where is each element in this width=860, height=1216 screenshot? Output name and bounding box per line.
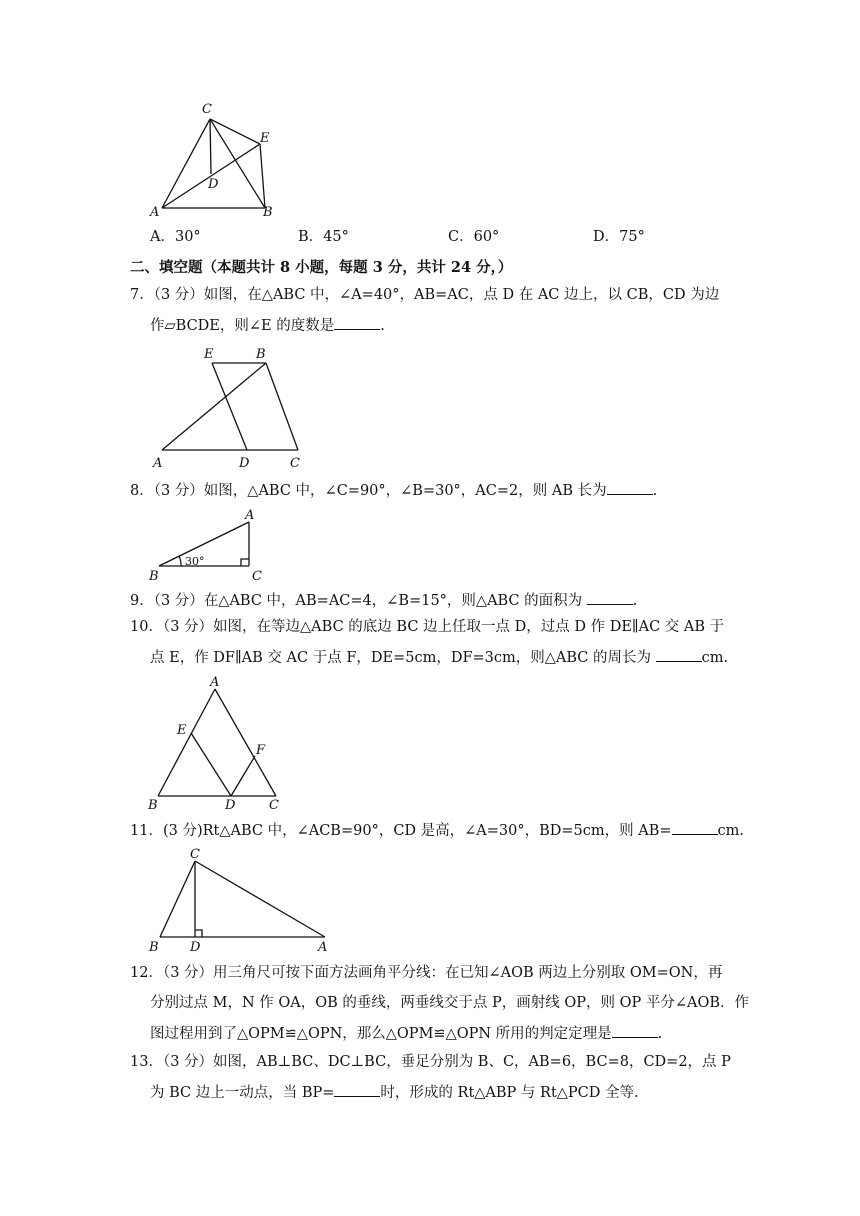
q13-answer-blank[interactable] [334, 1082, 380, 1097]
q11-line-1-end: cm. [717, 823, 745, 839]
q12-line-1: 12．（3 分）用三角尺可按下面方法画角平分线：在已知∠AOB 两边上分别取 OM=ON，再 [130, 965, 723, 981]
q12-line-3-end: . [657, 1026, 663, 1042]
q8-line-1-text: 8．（3 分）如图，△ABC 中，∠C=90°，∠B=30°，AC=2，则 AB 长为 [130, 483, 607, 499]
q8-answer-blank[interactable] [607, 480, 653, 495]
q11-label-c: C [190, 847, 200, 862]
q12-answer-blank[interactable] [612, 1023, 658, 1038]
q11-label-a: A [318, 940, 328, 955]
q8-label-b: B [149, 569, 159, 584]
q6-option-b: B．45° [298, 229, 349, 245]
q11-line-1 [130, 820, 744, 841]
q12-line-3 [150, 1023, 662, 1044]
q7-line-2-text: 作▱BCDE，则∠E 的度数是 [150, 318, 335, 334]
q10-label-f: F [256, 743, 266, 758]
q10-label-a: A [210, 675, 220, 690]
section-2-heading: 二、填空题（本题共计 8 小题，每题 3 分，共计 24 分，） [130, 259, 513, 276]
q6-label-e: E [260, 131, 270, 146]
q10-label-e: E [177, 723, 187, 738]
q8-label-c: C [252, 569, 262, 584]
q6-label-a: A [150, 205, 160, 220]
q11-label-b: B [149, 940, 159, 955]
q10-line-2-text: 点 E，作 DF∥AB 交 AC 于点 F，DE=5cm，DF=3cm，则△ABC 的周长为 [150, 650, 656, 666]
q7-label-e: E [204, 347, 214, 362]
q7-label-a: A [153, 456, 163, 471]
q7-answer-blank[interactable] [334, 315, 380, 330]
q10-answer-blank[interactable] [656, 647, 702, 662]
q6-label-d: D [208, 177, 219, 192]
q6-label-c: C [202, 102, 212, 117]
q11-answer-blank[interactable] [672, 820, 718, 835]
q9-line-1 [130, 590, 637, 611]
q7-label-b: B [256, 347, 266, 362]
q11-figure [145, 843, 345, 953]
q13-line-2 [150, 1082, 639, 1103]
q13-line-2-end: 时，形成的 Rt△ABP 与 Rt△PCD 全等. [380, 1085, 639, 1101]
q11-label-d: D [190, 940, 201, 955]
q12-line-3-text: 图过程用到了△OPM≌△OPN，那么△OPM≌△OPN 所用的判定定理是 [150, 1026, 612, 1042]
q6-label-b: B [263, 205, 273, 220]
q7-label-c: C [290, 456, 300, 471]
q11-line-1-text: 11．(3 分)Rt△ABC 中，∠ACB=90°，CD 是高，∠A=30°，BD=5cm，则 AB= [130, 823, 672, 839]
q13-line-2-text: 为 BC 边上一动点，当 BP= [150, 1085, 335, 1101]
q7-line-2-end: . [380, 318, 385, 334]
q6-option-c: C．60° [448, 229, 500, 245]
q8-figure [145, 505, 275, 585]
q7-label-d: D [239, 456, 250, 471]
q10-line-2 [150, 647, 728, 668]
q6-figure [150, 100, 280, 220]
q8-label-a: A [245, 508, 255, 523]
q7-figure [150, 340, 310, 475]
q10-label-d: D [225, 798, 236, 813]
q10-label-b: B [148, 798, 158, 813]
q12-line-2: 分别过点 M，N 作 OA，OB 的垂线，两垂线交于点 P，画射线 OP，则 OP 平分∠AOB．作 [150, 995, 750, 1011]
q10-figure [145, 672, 295, 812]
q7-line-1: 7．（3 分）如图，在△ABC 中，∠A=40°，AB=AC，点 D 在 AC 边上，以 CB，CD 为边 [130, 287, 720, 303]
q6-option-a: A．30° [150, 229, 201, 245]
q9-answer-blank[interactable] [587, 590, 633, 605]
q10-line-2-end: cm. [701, 650, 729, 666]
q8-line-1-end: . [652, 483, 658, 499]
q13-line-1: 13．（3 分）如图，AB⊥BC、DC⊥BC，垂足分别为 B、C，AB=6，BC=8，CD=2，点 P [130, 1054, 731, 1070]
q6-option-d: D．75° [593, 229, 645, 245]
q9-line-1-text: 9．（3 分）在△ABC 中，AB=AC=4，∠B=15°，则△ABC 的面积为 [130, 593, 587, 609]
q8-line-1 [130, 480, 657, 501]
q10-label-c: C [269, 798, 279, 813]
q8-angle-label: 30° [185, 555, 205, 568]
q7-line-2 [150, 315, 385, 336]
q10-line-1: 10．（3 分）如图，在等边△ABC 的底边 BC 边上任取一点 D，过点 D 作 DE∥AC 交 AB 于 [130, 619, 725, 635]
q9-line-1-end: . [632, 593, 638, 609]
